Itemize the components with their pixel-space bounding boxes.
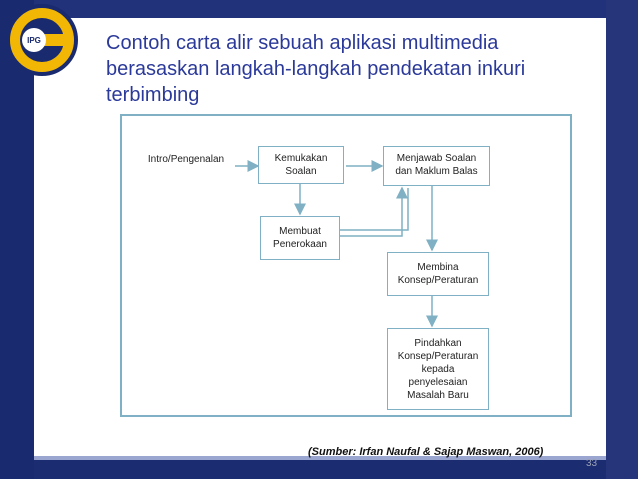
node-intro-label: Intro/Pengenalan	[147, 153, 225, 165]
node-kemukakan-label: Kemukakan Soalan	[274, 153, 328, 177]
node-membina	[387, 252, 489, 296]
source-citation: (Sumber: Irfan Naufal & Sajap Maswan, 2006)	[308, 446, 544, 458]
page-number: 33	[586, 458, 598, 469]
slide-title: Contoh carta alir sebuah aplikasi multimedia berasaskan langkah-langkah pendekatan inkuri terbimbing	[106, 32, 526, 106]
node-membuat	[260, 216, 340, 260]
node-membuat-label: Membuat Penerokaan	[273, 226, 327, 250]
node-menjawab	[383, 146, 490, 186]
edge-membuat-menjawab	[340, 188, 402, 236]
logo-text: IPG	[27, 36, 41, 45]
node-intro	[134, 150, 238, 168]
node-pindahkan	[387, 328, 489, 410]
node-membina-label: Membina Konsep/Peraturan	[397, 262, 479, 286]
node-menjawab-label: Menjawab Soalan dan Maklum Balas	[395, 153, 478, 177]
node-pindahkan-label: Pindahkan Konsep/Peraturan kepada penyelesaian Masalah Baru	[397, 337, 479, 401]
edge-membuat-menjawab-2	[340, 188, 408, 230]
node-kemukakan	[258, 146, 344, 184]
